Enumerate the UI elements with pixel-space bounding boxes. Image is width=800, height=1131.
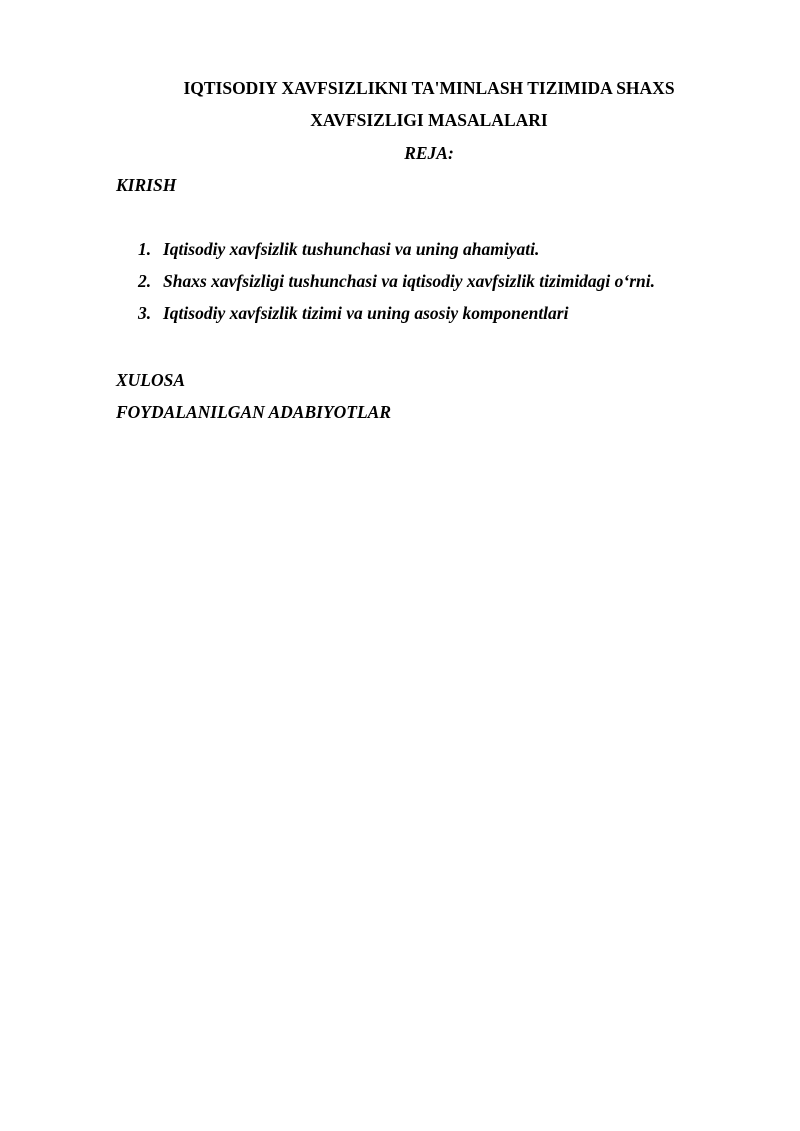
- plan-item-number: 3.: [138, 303, 152, 323]
- document-title-line-1: IQTISODIY XAVFSIZLIKNI TA'MINLASH TIZIMIDA SHAXS: [183, 78, 675, 98]
- plan-item-3: [138, 303, 655, 335]
- section-references: FOYDALANILGAN ADABIYOTLAR: [116, 402, 392, 422]
- section-conclusion: XULOSA: [116, 370, 186, 390]
- plan-item-2: [138, 271, 655, 303]
- section-intro: KIRISH: [116, 175, 177, 195]
- plan-item-text: Shaxs xavfsizligi tushunchasi va iqtisodiy xavfsizlik tizimidagi o‘rni.: [163, 271, 656, 291]
- plan-item-text: Iqtisodiy xavfsizlik tushunchasi va uning ahamiyati.: [163, 239, 540, 259]
- plan-item-number: 2.: [138, 271, 152, 291]
- document-title-line-2: XAVFSIZLIGI MASALALARI: [310, 110, 548, 130]
- plan-list: [138, 239, 655, 335]
- plan-item-1: [138, 239, 655, 271]
- plan-item-text: Iqtisodiy xavfsizlik tizimi va uning asosiy komponentlari: [163, 303, 569, 323]
- plan-item-number: 1.: [138, 239, 152, 259]
- plan-heading: REJA:: [404, 143, 454, 163]
